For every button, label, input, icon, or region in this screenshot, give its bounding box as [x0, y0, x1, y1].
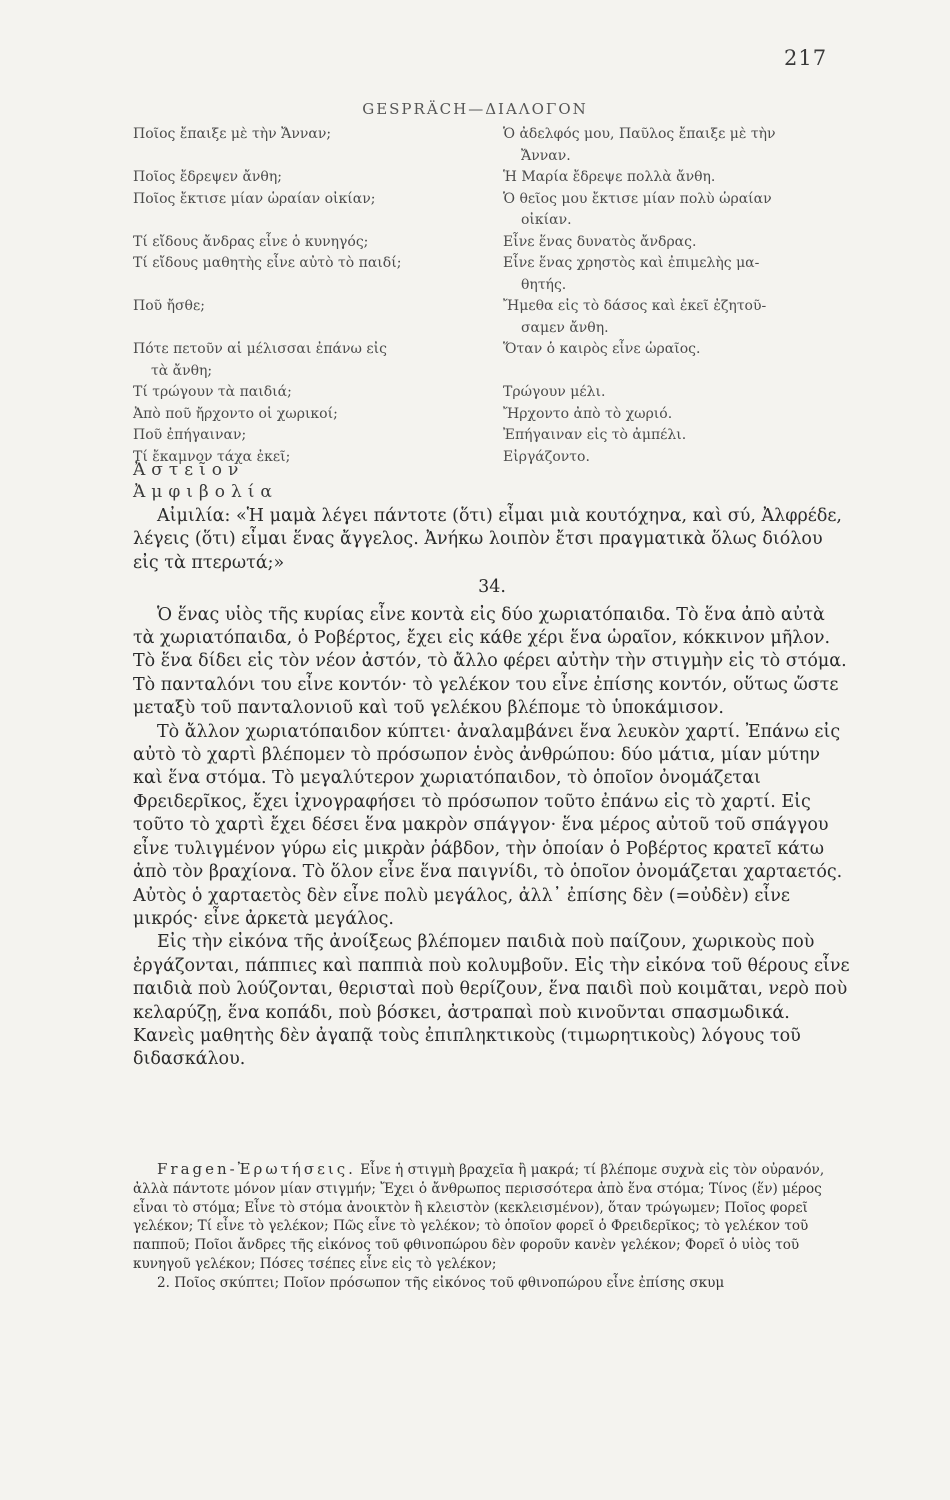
- section-number: 34.: [478, 577, 506, 598]
- dialogue-row: [133, 339, 853, 382]
- question: Τί εἴδους ἄνδρας εἶνε ὁ κυνηγός;: [133, 233, 369, 250]
- answer-line: Ὁ ἀδελφός μου, Παῦλος ἔπαιξε μὲ τὴν: [503, 126, 776, 142]
- question-line: τὰ ἄνθη;: [151, 362, 213, 379]
- answer-line: Ὁ θεῖος μου ἔκτισε μίαν πολὺ ὡραίαν: [503, 190, 772, 207]
- question: Τί τρώγουν τὰ παιδιά;: [133, 384, 292, 400]
- answer-line: Ἤρχοντο ἀπὸ τὸ χωριό.: [503, 405, 673, 422]
- question: Ποῦ ἤσθε;: [133, 298, 205, 314]
- dialogue-table: [133, 124, 853, 468]
- page-number: 217: [784, 46, 828, 70]
- answer-line: Εἰργάζοντο.: [503, 448, 590, 465]
- dialogue-row: [133, 232, 853, 254]
- anecdote: Αἰμιλία: «Ἡ μαμὰ λέγει πάντοτε (ὅτι) εἶμαι μιὰ κουτόχηνα, καὶ σύ, Ἀλφρέδε, λέγεις (ὅτι) εἶμαι ἕνας ἄγγελος. Ἀνήκω λοιπὸν ἔτσι πραγματικὰ ὅλως διόλου εἰς τὰ πτερωτά;»: [133, 506, 842, 573]
- paragraph: Εἰς τὴν εἰκόνα τῆς ἀνοίξεως βλέπομεν παιδιὰ ποὺ παίζουν, χωρικοὺς ποὺ ἐργάζονται, πάππιες καὶ παππιὰ ποὺ κολυμβοῦν. Εἰς τὴν εἰκόνα τοῦ θέρους εἶνε παιδιὰ ποὺ λούζονται, θερισταὶ ποὺ θερίζουν, ἕνα παιδὶ ποὺ κοιμᾶται, νερὸ ποὺ κελαρύζῃ, ἕνα κοπάδι, ποὺ βόσκει, ἀστραπαὶ ποὺ κινοῦνται σπασμωδικά. Κανεὶς μαθητὴς δὲν ἀγαπᾷ τοὺς ἐπιπληκτικοὺς (τιμωρητικοὺς) λόγους τοῦ διδασκάλου.: [133, 932, 850, 1070]
- paragraph: Ὁ ἕνας υἱὸς τῆς κυρίας εἶνε κοντὰ εἰς δύο χωριατόπαιδα. Τὸ ἕνα ἀπὸ αὐτὰ τὰ χωριατόπαιδα, ὁ Ροβέρτος, ἔχει εἰς κάθε χέρι ἕνα ὡραῖον, κόκκινον μῆλον. Τὸ ἕνα δίδει εἰς τὸν νέον ἀστόν, τὸ ἄλλο φέρει αὐτὴν τὴν στιγμὴν εἰς τὸ στόμα. Τὸ πανταλόνι του εἶνε κοντόν· τὸ γελέκον του εἶνε ἐπίσης κοντόν, οὕτως ὥστε μεταξὺ τοῦ πανταλονιοῦ καὶ τοῦ γελέκου βλέπομε τὸ ὑποκάμισον.: [133, 604, 847, 719]
- dialogue-row: [133, 253, 853, 296]
- answer-line: θητής.: [521, 276, 567, 293]
- dialogue-row: [133, 382, 853, 404]
- answer-line: Ἡ Μαρία ἔδρεψε πολλὰ ἄνθη.: [503, 169, 716, 185]
- main-text: [133, 505, 851, 1072]
- question: Ἀπὸ ποῦ ἤρχοντο οἱ χωρικοί;: [133, 405, 338, 422]
- answer-line: Ἄνναν.: [521, 147, 571, 164]
- amphibolia-heading: Ἀμφιβολία: [133, 482, 278, 502]
- question-line: Πότε πετοῦν αἱ μέλισσαι ἐπάνω εἰς: [133, 341, 387, 357]
- answer: [503, 296, 853, 339]
- answer-line: Εἶνε ἕνας χρηστὸς καὶ ἐπιμελὴς μα-: [503, 255, 760, 271]
- answer-line: Ὅταν ὁ καιρὸς εἶνε ὡραῖος.: [503, 341, 701, 357]
- running-head: GESPRÄCH—ΔΙΑΛΟΓΟΝ: [362, 100, 588, 118]
- answer: [503, 189, 853, 232]
- answer: [503, 253, 853, 296]
- answer: [503, 167, 853, 189]
- question: Ποῖος ἔπαιξε μὲ τὴν Ἄνναν;: [133, 126, 332, 142]
- dialogue-row: [133, 296, 853, 339]
- dialogue-row: [133, 404, 853, 426]
- answer-line: οἰκίαν.: [521, 212, 572, 228]
- answer-line: Εἶνε ἕνας δυνατὸς ἄνδρας.: [503, 233, 697, 250]
- asteion-heading: Ἀστεῖον: [133, 460, 245, 480]
- answer: [503, 124, 853, 167]
- questions-paragraph: [133, 1160, 851, 1274]
- answer-line: σαμεν ἄνθη.: [521, 319, 609, 336]
- questions-section: [133, 1160, 851, 1293]
- questions-text: Εἶνε ἡ στιγμὴ βραχεῖα ἢ μακρά; τί βλέπομε συχνὰ εἰς τὸν οὐρανόν, ἀλλὰ πάντοτε μόνον μίαν στιγμήν; Ἔχει ὁ ἄνθρωπος περισσότερα ἀπὸ ἕνα στόμα; Τίνος (ἕν) μέρος εἶναι τὸ στόμα; Εἶνε τὸ στόμα ἀνοικτὸν ἢ κλειστὸν (κεκλεισμένον), ὅταν τρώγωμεν; Ποῖος φορεῖ γελέκον; Τί εἶνε τὸ γελέκον; Πῶς εἶνε τὸ γελέκον; τὸ ὁποῖον φορεῖ ὁ Φρειδερῖκος; τὸ γελέκον τοῦ παπποῦ; Ποῖοι ἄνδρες τῆς εἰκόνος τοῦ φθινοπώρου δὲν φοροῦν κανὲν γελέκον; Φορεῖ ὁ υἱὸς τοῦ κυνηγοῦ γελέκον; Πόσες τσέπες εἶνε εἰς τὸ γελέκον;: [133, 1162, 825, 1272]
- question: Ποῦ ἐπήγαιναν;: [133, 427, 247, 443]
- answer: [503, 404, 853, 426]
- questions-paragraph-2: 2. Ποῖος σκύπτει; Ποῖον πρόσωπον τῆς εἰκόνος τοῦ φθινοπώρου εἶνε ἐπίσης σκυμ: [157, 1274, 725, 1291]
- dialogue-row: [133, 167, 853, 189]
- question: [133, 339, 503, 382]
- answer: [503, 447, 853, 469]
- question: Ποῖος ἔκτισε μίαν ὡραίαν οἰκίαν;: [133, 190, 376, 207]
- answer: [503, 232, 853, 254]
- question: Τί εἴδους μαθητὴς εἶνε αὐτὸ τὸ παιδί;: [133, 255, 402, 271]
- answer-line: Ἤμεθα εἰς τὸ δάσος καὶ ἐκεῖ ἐζητοῦ-: [503, 298, 767, 314]
- answer: [503, 425, 853, 447]
- dialogue-row: [133, 124, 853, 167]
- answer-line: Ἐπήγαιναν εἰς τὸ ἀμπέλι.: [503, 427, 687, 443]
- answer-line: Τρώγουν μέλι.: [503, 384, 606, 400]
- paragraph: Τὸ ἄλλον χωριατόπαιδον κύπτει· ἀναλαμβάνει ἕνα λευκὸν χαρτί. Ἐπάνω εἰς αὐτὸ τὸ χαρτὶ βλέπομεν τὸ πρόσωπον ἑνὸς ἀνθρώπου: δύο μάτια, μίαν μύτην καὶ ἕνα στόμα. Τὸ μεγαλύτερον χωριατόπαιδον, τὸ ὁποῖον ὀνομάζεται Φρειδερῖκος, ἔχει ἰχνογραφήσει τὸ πρόσωπον τοῦτο ἐπάνω εἰς τὸ χαρτί. Εἰς τοῦτο τὸ χαρτὶ ἔχει δέσει ἕνα μακρὸν σπάγγον· ἕνα μέρος αὐτοῦ τοῦ σπάγγου εἶνε τυλιγμένον γύρω εἰς μικρὰν ῥάβδον, τὴν ὁποίαν ὁ Ροβέρτος κρατεῖ κάτω ἀπὸ τὸν βραχίονα. Τὸ ὅλον εἶνε ἕνα παιγνίδι, τὸ ὁποῖον ὀνομάζεται χαρταετός. Αὐτὸς ὁ χαρταετὸς δὲν εἶνε πολὺ μεγάλος, ἀλλ᾽ ἐπίσης δὲν (=οὐδὲν) εἶνε μικρός· εἶνε ἀρκετὰ μεγάλος.: [133, 721, 843, 929]
- question: Ποῖος ἔδρεψεν ἄνθη;: [133, 169, 282, 185]
- questions-title: Fragen-Ἐρωτήσεις.: [157, 1160, 356, 1178]
- answer: [503, 382, 853, 404]
- dialogue-row: [133, 425, 853, 447]
- dialogue-row: [133, 189, 853, 232]
- answer: [503, 339, 853, 382]
- question: Τί ἔκαμνον τάχα ἐκεῖ;: [133, 448, 291, 465]
